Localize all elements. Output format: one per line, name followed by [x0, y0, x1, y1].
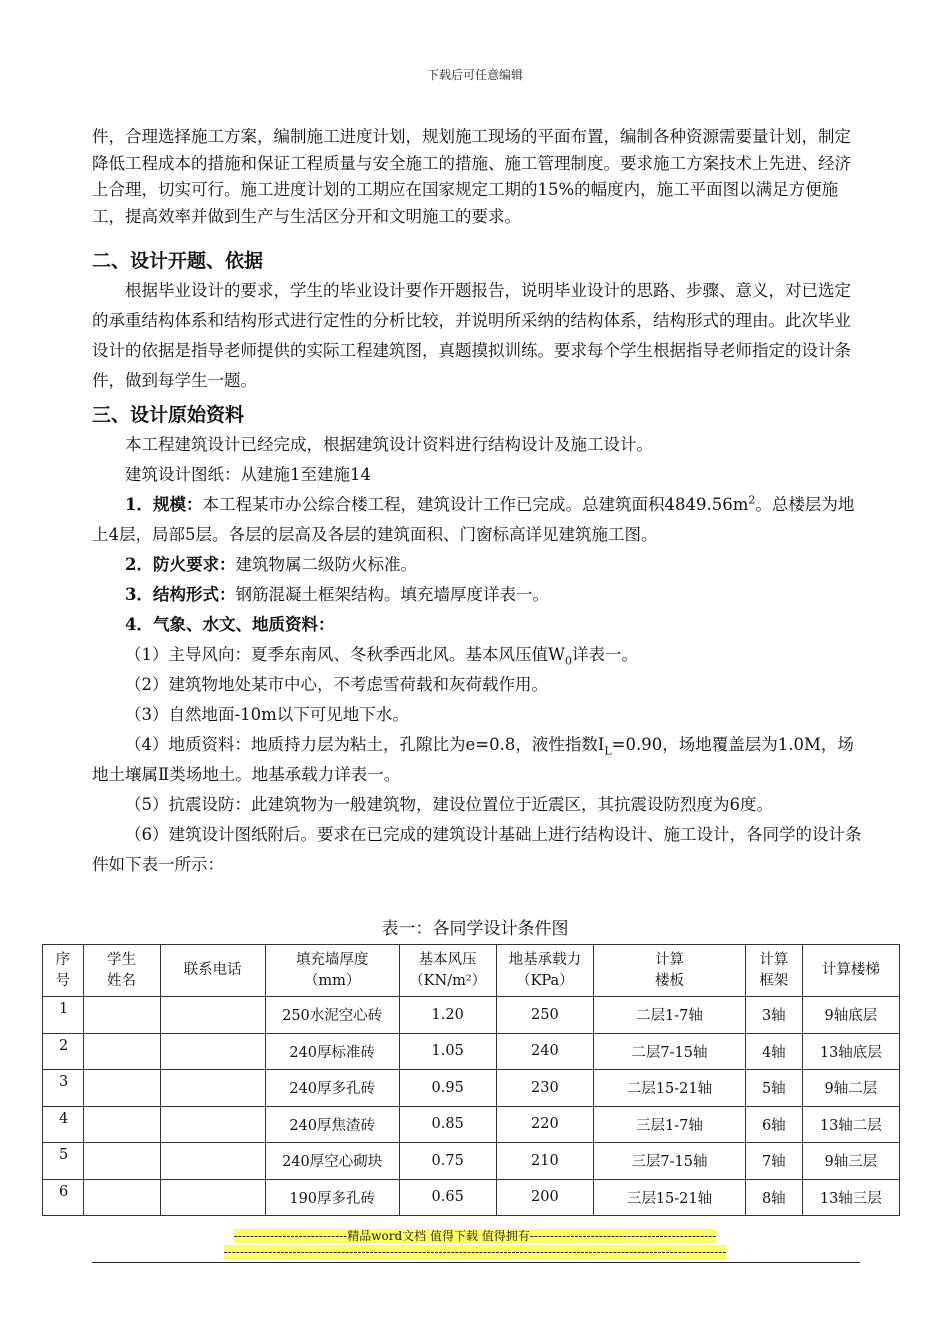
- item-4: [92, 730, 862, 790]
- table-row: [43, 997, 900, 1034]
- cell-phone: [160, 1179, 265, 1216]
- cell-frame: 4轴: [745, 1033, 802, 1070]
- cell-stairs: 13轴二层: [802, 1106, 899, 1143]
- item-2: （2）建筑物地处某市中心，不考虑雪荷载和灰荷载作用。: [125, 675, 548, 694]
- intro-paragraph: [92, 124, 862, 230]
- footer-divider: [92, 1262, 860, 1263]
- header-note: 下载后可任意编辑: [426, 68, 523, 82]
- fire-text: 建筑物属二级防火标准。: [235, 555, 417, 574]
- item-1: [92, 640, 862, 670]
- climate-label: 4．气象、水文、地质资料：: [125, 615, 335, 634]
- cell-wall: 250水泥空心砖: [265, 997, 399, 1034]
- footer-dashes: [0, 1245, 950, 1260]
- section-3-p1: 本工程建筑设计已经完成，根据建筑设计资料进行结构设计及施工设计。: [125, 435, 653, 454]
- cell-name: [83, 1070, 160, 1107]
- header-wall-1: 填充墙厚度: [295, 951, 369, 968]
- section-2-paragraph: 根据毕业设计的要求，学生的毕业设计要作开题报告，说明毕业设计的思路、步骤、意义，对已选定的承重结构体系和结构形式进行定性的分析比较，并说明所采纳的结构体系，结构形式的理由。此次毕业设计的依据是指导老师提供的实际工程建筑图，真题摸拟训练。要求每个学生根据指导老师指定的设计条件，做到每学生一题。: [92, 281, 851, 390]
- climate-paragraph: [92, 610, 862, 640]
- struct-paragraph: [92, 580, 862, 610]
- header-frame: [745, 945, 802, 997]
- header-wind-1: 基本风压: [418, 951, 477, 968]
- header-bearing-2: （KPa）: [516, 972, 574, 989]
- cell-seq: 2: [43, 1033, 84, 1070]
- section-3: [92, 400, 862, 880]
- section-2: [92, 246, 862, 396]
- table-row: [43, 1070, 900, 1107]
- cell-frame: 7轴: [745, 1143, 802, 1180]
- scale-paragraph: [92, 490, 862, 550]
- scale-tail: 。总楼层为地上4层，局部5层。各层的层高及各层的建筑面积、门窗标高详见建筑施工图。: [92, 495, 855, 544]
- struct-text: 钢筋混凝土框架结构。填充墙厚度详表一。: [235, 585, 549, 604]
- cell-frame: 5轴: [745, 1070, 802, 1107]
- item-5: （5）抗震设防：此建筑物为一般建筑物，建设位置位于近震区，其抗震设防烈度为6度。: [125, 795, 773, 814]
- cell-bearing: 200: [496, 1179, 593, 1216]
- header-seq: [43, 945, 84, 997]
- cell-stairs: 9轴二层: [802, 1070, 899, 1107]
- cell-wall: 240厚空心砌块: [265, 1143, 399, 1180]
- cell-wall: 240厚焦渣砖: [265, 1106, 399, 1143]
- cell-floor: 三层15-21轴: [594, 1179, 746, 1216]
- cell-bearing: 240: [496, 1033, 593, 1070]
- cell-frame: 6轴: [745, 1106, 802, 1143]
- cell-wind: 0.75: [399, 1143, 496, 1180]
- item-4-tail: =0.90，场地覆盖层为1.0M，场地土壤属Ⅱ类场地土。地基承载力详表一。: [92, 735, 854, 784]
- table-row: [43, 1033, 900, 1070]
- cell-name: [83, 1033, 160, 1070]
- cell-wall: 240厚多孔砖: [265, 1070, 399, 1107]
- header-name-1: 学生: [107, 951, 136, 968]
- header-seq-1: 序: [55, 951, 70, 968]
- fire-paragraph: [92, 550, 862, 580]
- cell-wall: 240厚标准砖: [265, 1033, 399, 1070]
- cell-wall: 190厚多孔砖: [265, 1179, 399, 1216]
- intro-text: 件，合理选择施工方案，编制施工进度计划，规划施工现场的平面布置，编制各种资源需要量计划，制定降低工程成本的措施和保证工程质量与安全施工的措施、施工管理制度。要求施工方案技术上先进、经济上合理，切实可行。施工进度计划的工期应在国家规定工期的15%的幅度内，施工平面图以满足方便施工，提高效率并做到生产与生活区分开和文明施工的要求。: [92, 127, 851, 226]
- header-bearing-1: 地基承载力: [508, 951, 582, 968]
- header-wind-2: （KN/m²）: [409, 972, 487, 989]
- cell-bearing: 210: [496, 1143, 593, 1180]
- item-4-sub: L: [604, 744, 612, 758]
- cell-phone: [160, 1033, 265, 1070]
- cell-stairs: 13轴三层: [802, 1179, 899, 1216]
- cell-bearing: 230: [496, 1070, 593, 1107]
- cell-bearing: 220: [496, 1106, 593, 1143]
- struct-label: 3．结构形式：: [125, 585, 236, 604]
- cell-stairs: 13轴底层: [802, 1033, 899, 1070]
- cell-stairs: 9轴底层: [802, 997, 899, 1034]
- cell-wind: 1.05: [399, 1033, 496, 1070]
- cell-seq: 5: [43, 1143, 84, 1180]
- cell-floor: 二层15-21轴: [594, 1070, 746, 1107]
- header-phone: 联系电话: [160, 945, 265, 997]
- cell-floor: 三层1-7轴: [594, 1106, 746, 1143]
- cell-phone: [160, 1070, 265, 1107]
- cell-name: [83, 1106, 160, 1143]
- header-seq-2: 号: [55, 972, 70, 989]
- item-4-text: （4）地质资料：地质持力层为粘土，孔隙比为e=0.8，液性指数I: [125, 735, 605, 754]
- cell-wind: 0.85: [399, 1106, 496, 1143]
- header-wall: [265, 945, 399, 997]
- cell-name: [83, 997, 160, 1034]
- header-frame-1: 计算: [759, 951, 789, 968]
- footer-banner: [0, 1229, 950, 1244]
- header-name-2: 姓名: [107, 972, 136, 989]
- cell-frame: 3轴: [745, 997, 802, 1034]
- cell-seq: 6: [43, 1179, 84, 1216]
- conditions-table: [42, 944, 900, 1216]
- cell-wind: 0.95: [399, 1070, 496, 1107]
- item-1-sub: 0: [564, 654, 572, 668]
- cell-floor: 二层1-7轴: [594, 997, 746, 1034]
- cell-seq: 4: [43, 1106, 84, 1143]
- cell-floor: 三层7-15轴: [594, 1143, 746, 1180]
- section-3-p2: 建筑设计图纸：从建施1至建施14: [125, 465, 371, 484]
- cell-frame: 8轴: [745, 1179, 802, 1216]
- cell-floor: 二层7-15轴: [594, 1033, 746, 1070]
- item-6: （6）建筑设计图纸附后。要求在已完成的建筑设计基础上进行结构设计、施工设计，各同学的设计条件如下表一所示：: [92, 825, 862, 874]
- table-caption: 表一：各同学设计条件图: [381, 919, 569, 939]
- header-floor: [594, 945, 746, 997]
- item-3: （3）自然地面-10m以下可见地下水。: [125, 705, 409, 724]
- footer-dashes-text: ----------------------------------------------------------------------------------------------------------------------------: [223, 1245, 727, 1259]
- header-wall-2: （mm）: [303, 972, 361, 989]
- item-1-text: （1）主导风向：夏季东南风、冬秋季西北风。基本风压值W: [125, 645, 565, 664]
- table-row: [43, 1106, 900, 1143]
- table-row: [43, 1143, 900, 1180]
- cell-phone: [160, 1143, 265, 1180]
- cell-seq: 1: [43, 997, 84, 1034]
- table-header-row: [43, 945, 900, 997]
- header-stairs: 计算楼梯: [802, 945, 899, 997]
- cell-name: [83, 1179, 160, 1216]
- footer-banner-text: ----------------------------精品word文档 值得下载 值得拥有----------------------------------------------: [233, 1229, 717, 1243]
- header-bearing: [496, 945, 593, 997]
- header-floor-2: 楼板: [654, 972, 684, 989]
- cell-stairs: 9轴三层: [802, 1143, 899, 1180]
- section-3-heading: 三、设计原始资料: [92, 404, 245, 426]
- cell-name: [83, 1143, 160, 1180]
- cell-wind: 1.20: [399, 997, 496, 1034]
- header-name: [83, 945, 160, 997]
- scale-label: 1．规模：: [125, 495, 203, 514]
- header-frame-2: 框架: [759, 972, 789, 989]
- header-wind: [399, 945, 496, 997]
- header-floor-1: 计算: [654, 951, 684, 968]
- cell-wind: 0.65: [399, 1179, 496, 1216]
- cell-seq: 3: [43, 1070, 84, 1107]
- section-2-heading: 二、设计开题、依据: [92, 250, 264, 272]
- item-1-tail: 详表一。: [571, 645, 638, 664]
- fire-label: 2．防火要求：: [125, 555, 236, 574]
- cell-phone: [160, 1106, 265, 1143]
- cell-bearing: 250: [496, 997, 593, 1034]
- scale-text: 本工程某市办公综合楼工程，建筑设计工作已完成。总建筑面积4849.56m: [202, 495, 749, 514]
- cell-phone: [160, 997, 265, 1034]
- scale-sup: 2: [748, 493, 756, 507]
- table-row: [43, 1179, 900, 1216]
